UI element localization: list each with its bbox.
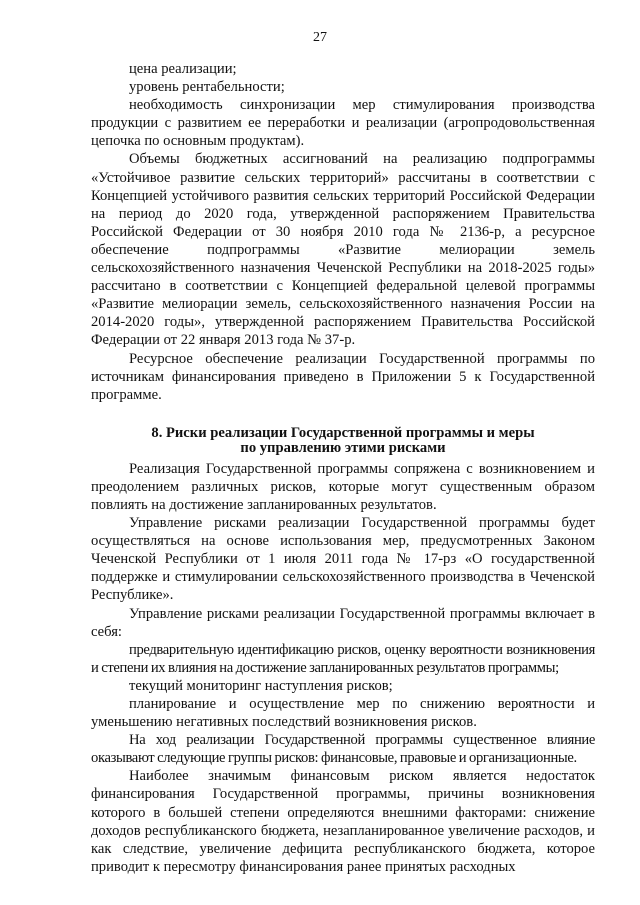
paragraph-risks-intro: Реализация Государственной программы сопряжена с возникновением и преодолением различных рисков, которые могут существенным образом повлиять на достижение запланированных результатов. — [91, 460, 595, 513]
list-item-profitability: уровень рентабельности; — [129, 79, 285, 96]
section-heading-line-1: 8. Риски реализации Государственной программы и меры — [151, 424, 535, 441]
paragraph-financial-risk: Наиболее значимым финансовым риском является недостаток финансирования Государственной программы, причины возникновения которого в большей степени определяются внешними факторами: снижение доходов республиканского бюджета, незапланированное увеличение расходов, и как следствие, увеличение дефицита республиканского бюджета, которое приводит к пересмотру финансирования ранее принятых расходных — [91, 768, 595, 875]
paragraph-resource-provision: Ресурсное обеспечение реализации Государственной программы по источникам финансирования приведено в Приложении 5 к Государственной программе. — [91, 350, 595, 403]
list-item-planning: планирование и осуществление мер по снижению вероятности и уменьшению негативных последствий возникновения рисков. — [91, 696, 595, 731]
section-heading-line-2: по управлению этими рисками — [240, 439, 446, 456]
paragraph-risk-management-basis: Управление рисками реализации Государственной программы будет осуществляться на основе использования мер, предусмотренных Законом Чеченской Республики от 1 июля 2011 года № 17-рз «О государственной поддержке и стимулировании сельскохозяйственного производства в Чеченской Республике». — [91, 515, 595, 604]
list-item-monitoring: текущий мониторинг наступления рисков; — [129, 677, 393, 694]
list-item-price: цена реализации; — [129, 61, 237, 77]
page-number: 27 — [313, 30, 327, 45]
paragraph-risk-management-includes: Управление рисками реализации Государственной программы включает в себя: — [91, 605, 595, 640]
paragraph-risk-groups: На ход реализации Государственной программы существенное влияние оказывают следующие группы рисков: финансовые, правовые и организационные. — [91, 732, 595, 767]
section-heading — [91, 426, 595, 460]
paragraph-budget-allocations: Объемы бюджетных ассигнований на реализацию подпрограммы «Устойчивое развитие сельских территорий» рассчитаны в соответствии с Концепцией устойчивого развития сельских территорий Российской Федерации на период до 2020 года, утвержденной распоряжением Правительства Российской Федерации от 30 ноября 2010 года № 2136-р, а ресурсное обеспечение подпрограммы «Развитие мелиорации земель сельскохозяйственного назначения Чеченской Республики на 2018-2025 годы» рассчитано в соответствии с Концепцией федеральной целевой программы «Развитие мелиорации земель, сельскохозяйственного назначения России на 2014-2020 годы», утвержденной распоряжением Правительства Российской Федерации от 22 января 2013 года № 37-р. — [91, 151, 595, 349]
list-item-identification: предварительную идентификацию рисков, оценку вероятности возникновения и степени их влияния на достижение запланированных результатов программы; — [91, 641, 595, 676]
list-item-synchronization: необходимость синхронизации мер стимулирования производства продукции с развитием ее переработки и реализации (агропродовольственная цепочка по основным продуктам). — [91, 97, 595, 150]
page-body — [91, 60, 595, 876]
